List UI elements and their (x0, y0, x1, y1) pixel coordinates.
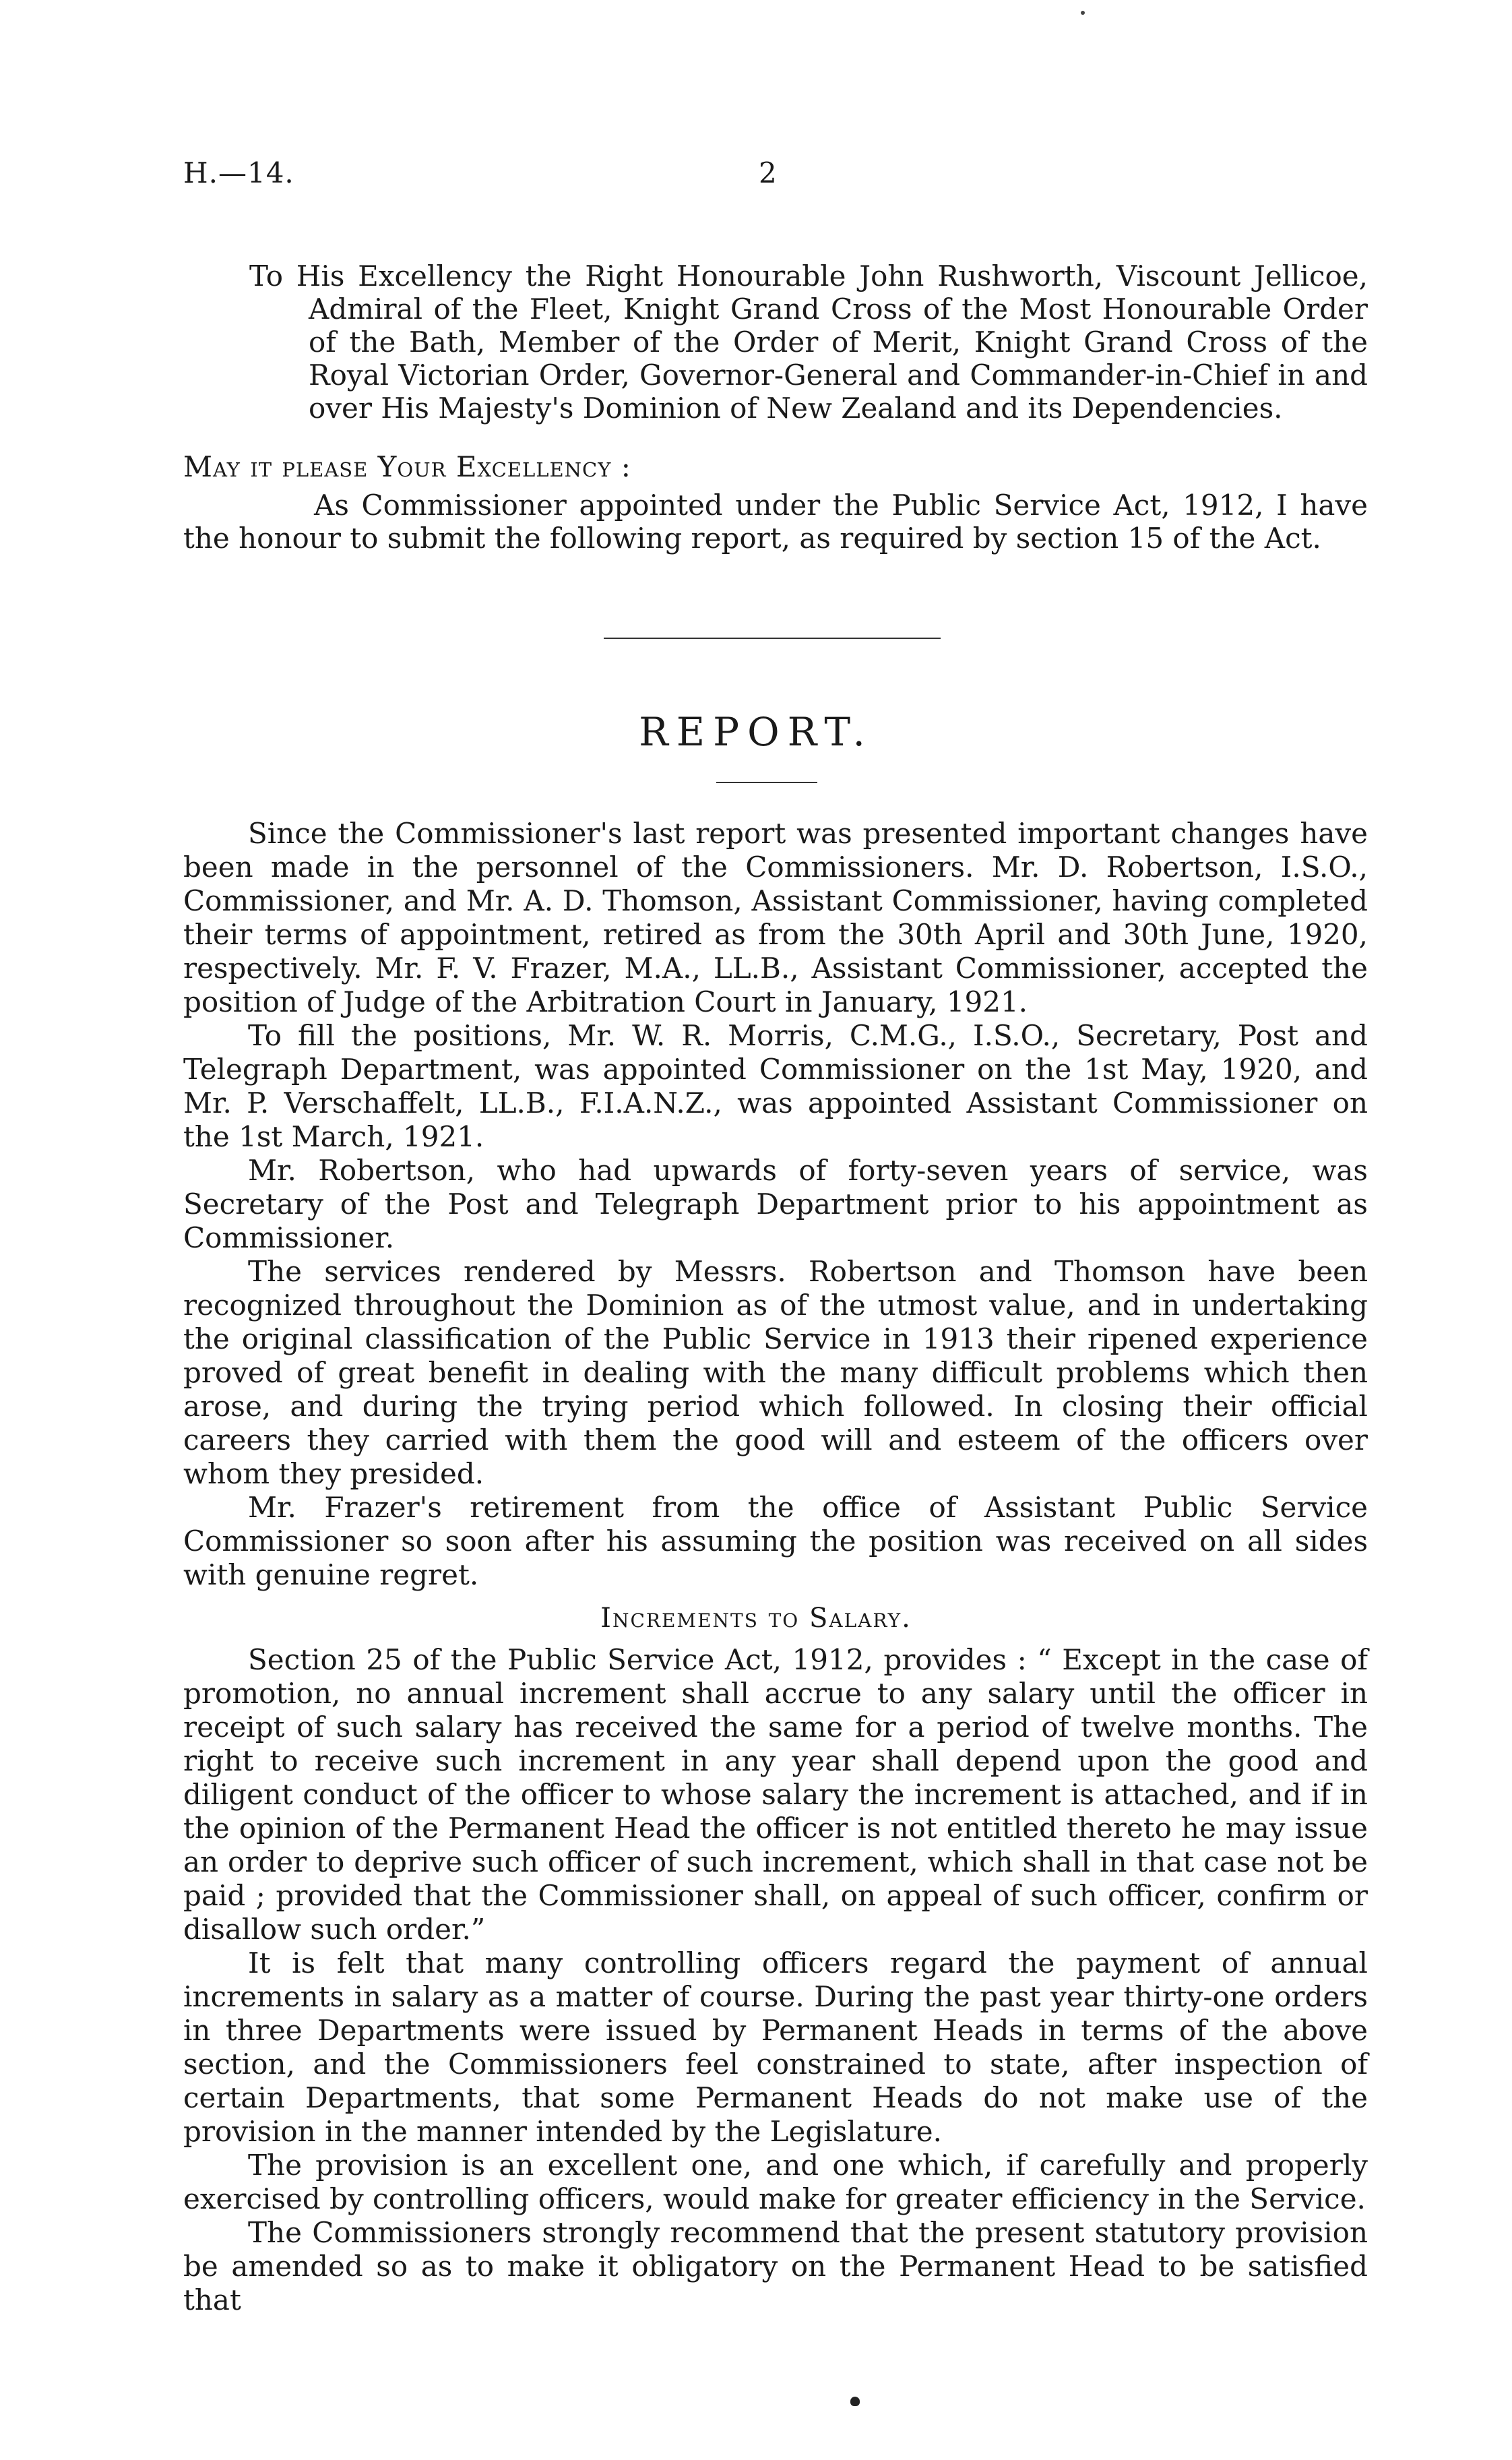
report-paragraph: The services rendered by Messrs. Robertson and Thomson have been recognized throughout the Dominion as of the utmost value, and in undertaking the original classification of the Public Service in 1913 their ripened experience proved of great benefit in dealing with the many difficult problems which then arose, and during the trying period which followed. In closing their official careers they carried with them the good will and esteem of the officers over whom they presided. (183, 1255, 1368, 1490)
opening-paragraph: As Commissioner appointed under the Public Service Act, 1912, I have the honour to submit the following report, as required by section 15 of the Act. (183, 489, 1368, 555)
address-text: To His Excellency the Right Honourable John Rushworth, Viscount Jellicoe, Admiral of the Fleet, Knight Grand Cross of the Most Honourable Order of the Bath, Member of the Order of Merit, Knight Grand Cross of the Royal Victorian Order, Governor-General and Commander-in-Chief in and over His Majesty's Dominion of New Zealand and its Dependencies. (249, 259, 1368, 425)
report-paragraph: Since the Commissioner's last report was presented important changes have been made in the personnel of the Commissioners. Mr. D. Robertson, I.S.O., Commissioner, and Mr. A. D. Thomson, Assistant Commissioner, having completed their terms of appointment, retired as from the 30th April and 30th June, 1920, respectively. Mr. F. V. Frazer, M.A., LL.B., Assistant Commissioner, accepted the position of Judge of the Arbitration Court in January, 1921. (183, 817, 1368, 1018)
section-heading: Increments to Salary. (600, 1603, 912, 1634)
increment-paragraph: The provision is an excellent one, and one which, if carefully and properly exercised by controlling officers, would make for greater efficiency in the Service. (183, 2149, 1368, 2215)
increments-body (183, 1643, 1368, 2317)
salutation: May it please Your Excellency : (183, 450, 631, 483)
report-title: REPORT. (639, 709, 873, 755)
report-body (183, 817, 1368, 1592)
report-paragraph: To fill the positions, Mr. W. R. Morris, C.M.G., I.S.O., Secretary, Post and Telegraph Department, was appointed Commissioner on the 1st May, 1920, and Mr. P. Verschaffelt, LL.B., F.I.A.N.Z., was appointed Assistant Commissioner on the 1st March, 1921. (183, 1019, 1368, 1153)
printing-mark (1081, 11, 1085, 15)
address-block (249, 259, 1368, 425)
document-reference: H.—14. (183, 156, 294, 189)
increment-paragraph: It is felt that many controlling officers regard the payment of annual increments in salary as a matter of course. During the past year thirty-one orders in three Departments were issued by Permanent Heads in terms of the above section, and the Commissioners feel constrained to state, after inspection of certain Departments, that some Permanent Heads do not make use of the provision in the manner intended by the Legislature. (183, 1946, 1368, 2148)
section-divider (604, 638, 941, 639)
title-underline (716, 782, 817, 783)
report-paragraph: Mr. Robertson, who had upwards of forty-seven years of service, was Secretary of the Post and Telegraph Department prior to his appointment as Commissioner. (183, 1154, 1368, 1254)
increment-paragraph: Section 25 of the Public Service Act, 1912, provides : “ Except in the case of promotion, no annual increment shall accrue to any salary until the officer in receipt of such salary has received the same for a period of twelve months. The right to receive such increment in any year shall depend upon the good and diligent conduct of the officer to whose salary the increment is attached, and if in the opinion of the Permanent Head the officer is not entitled thereto he may issue an order to deprive such officer of such increment, which shall in that case not be paid ; provided that the Commissioner shall, on appeal of such officer, confirm or disallow such order.” (183, 1643, 1368, 1946)
printing-mark (850, 2397, 860, 2406)
increment-paragraph: The Commissioners strongly recommend that the present statutory provision be amended so as to make it obligatory on the Permanent Head to be satisfied that (183, 2216, 1368, 2316)
report-paragraph: Mr. Frazer's retirement from the office of Assistant Public Service Commissioner so soon after his assuming the position was received on all sides with genuine regret. (183, 1491, 1368, 1591)
page-number: 2 (759, 156, 777, 189)
